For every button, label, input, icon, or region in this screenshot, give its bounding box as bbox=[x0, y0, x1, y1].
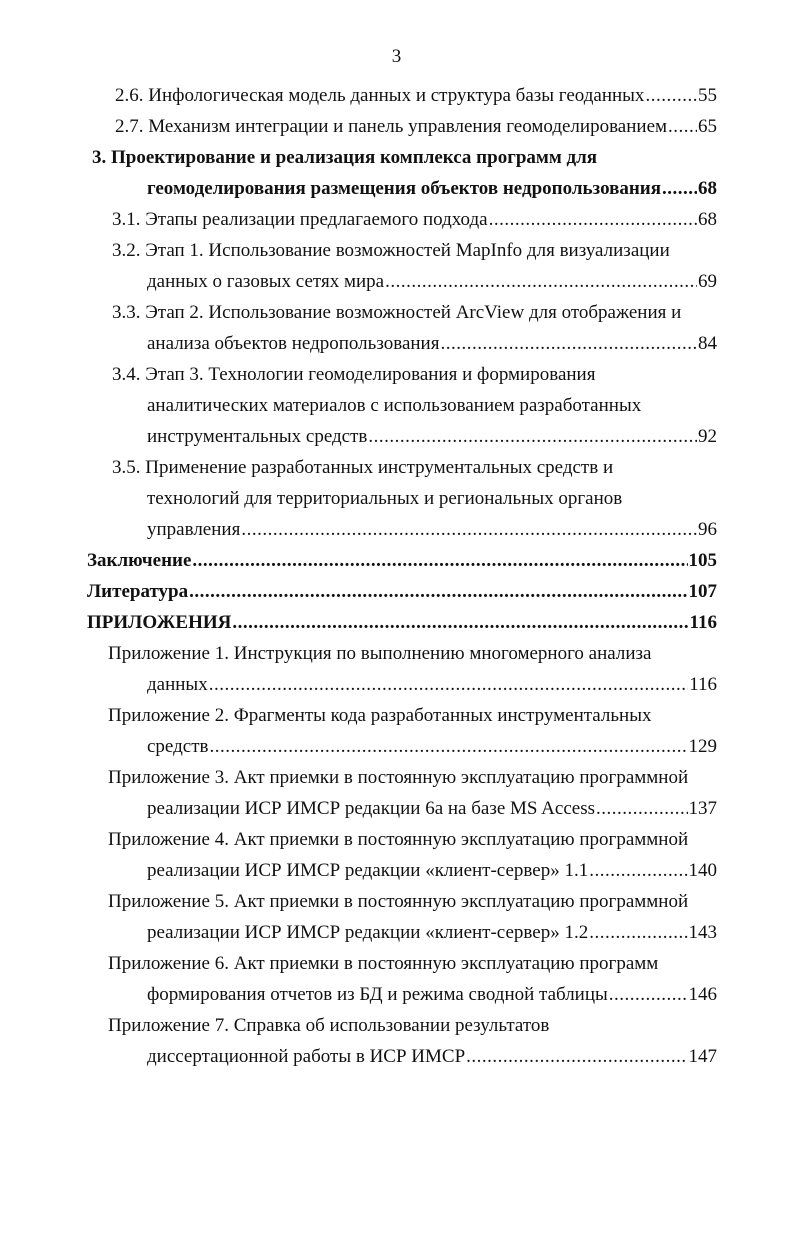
toc-page-number: 146 bbox=[688, 984, 717, 1005]
toc-entry-text: 3.1. Этапы реализации предлагаемого подхода bbox=[112, 209, 488, 230]
leader-dots bbox=[241, 514, 697, 545]
leader-dots bbox=[596, 793, 688, 824]
toc-3-4-line-2: аналитических материалов с использованием разработанных bbox=[147, 395, 642, 416]
toc-page-number: 68 bbox=[698, 178, 717, 199]
toc-entry-text: данных о газовых сетях мира bbox=[147, 271, 385, 292]
toc-entry-appendix-4[interactable] bbox=[0, 855, 793, 886]
leader-dots bbox=[609, 979, 688, 1010]
toc-appendix-7-line-1: Приложение 7. Справка об использовании результатов bbox=[108, 1015, 550, 1036]
toc-entry-text: Литература bbox=[87, 581, 189, 602]
leader-dots bbox=[589, 855, 687, 886]
toc-entry-appendix-6[interactable] bbox=[0, 979, 793, 1010]
toc-entry-text: данных bbox=[147, 674, 208, 695]
toc-entry-text: 2.6. Инфологическая модель данных и структура базы геоданных bbox=[115, 85, 645, 106]
toc-entry-text: ПРИЛОЖЕНИЯ bbox=[87, 612, 232, 633]
toc-3-3-line-1: 3.3. Этап 2. Использование возможностей ArcView для отображения и bbox=[112, 302, 682, 323]
toc-page-number: 143 bbox=[688, 922, 717, 943]
toc-3-2-line-1: 3.2. Этап 1. Использование возможностей MapInfo для визуализации bbox=[112, 240, 670, 261]
toc-entry-conclusion[interactable] bbox=[0, 545, 793, 576]
toc-entry-text: реализации ИСР ИМСР редакции «клиент-сервер» 1.2 bbox=[147, 922, 589, 943]
toc-page-number: 137 bbox=[688, 798, 717, 819]
leader-dots bbox=[466, 1041, 687, 1072]
toc-entry-text: диссертационной работы в ИСР ИМСР bbox=[147, 1046, 466, 1067]
toc-page-number: 129 bbox=[688, 736, 717, 757]
toc-entry-2-7[interactable] bbox=[0, 111, 793, 142]
toc-appendix-5-line-1: Приложение 5. Акт приемки в постоянную эксплуатацию программной bbox=[108, 891, 689, 912]
toc-entry-2-6[interactable] bbox=[0, 80, 793, 111]
toc-entry-text: инструментальных средств bbox=[147, 426, 368, 447]
toc-3-4-line-1: 3.4. Этап 3. Технологии геомоделирования и формирования bbox=[112, 364, 596, 385]
toc-entry-text: Заключение bbox=[87, 550, 192, 571]
toc-page-number: 69 bbox=[698, 271, 717, 292]
toc-entry-appendix-3[interactable] bbox=[0, 793, 793, 824]
toc-entry-text: реализации ИСР ИМСР редакции «клиент-сервер» 1.1 bbox=[147, 860, 589, 881]
toc-entry-appendix-1[interactable] bbox=[0, 669, 793, 700]
toc-appendix-1-line-1: Приложение 1. Инструкция по выполнению многомерного анализа bbox=[108, 643, 652, 664]
toc-entry-appendix-5[interactable] bbox=[0, 917, 793, 948]
toc-entry-literature[interactable] bbox=[0, 576, 793, 607]
toc-appendix-6-line-1: Приложение 6. Акт приемки в постоянную эксплуатацию программ bbox=[108, 953, 659, 974]
leader-dots bbox=[189, 576, 687, 607]
toc-3-5-line-1: 3.5. Применение разработанных инструментальных средств и bbox=[112, 457, 614, 478]
leader-dots bbox=[440, 328, 697, 359]
toc-page-number: 55 bbox=[698, 85, 717, 106]
leader-dots bbox=[192, 545, 687, 576]
toc-page-number: 116 bbox=[689, 612, 717, 633]
toc-page-number: 92 bbox=[698, 426, 717, 447]
toc-appendix-3-line-1: Приложение 3. Акт приемки в постоянную эксплуатацию программной bbox=[108, 767, 689, 788]
toc-entry-3-2[interactable] bbox=[0, 266, 793, 297]
leader-dots bbox=[668, 111, 697, 142]
toc-entry-appendix-2[interactable] bbox=[0, 731, 793, 762]
toc-appendix-2-line-1: Приложение 2. Фрагменты кода разработанных инструментальных bbox=[108, 705, 652, 726]
leader-dots bbox=[232, 607, 688, 638]
toc-entry-text: средств bbox=[147, 736, 209, 757]
toc-entry-text: управления bbox=[147, 519, 241, 540]
toc-3-5-line-2: технологий для территориальных и региональных органов bbox=[147, 488, 623, 509]
leader-dots bbox=[645, 80, 697, 111]
toc-appendix-4-line-1: Приложение 4. Акт приемки в постоянную эксплуатацию программной bbox=[108, 829, 689, 850]
toc-page-number: 84 bbox=[698, 333, 717, 354]
toc-page-number: 105 bbox=[688, 550, 717, 571]
page-number: 3 bbox=[391, 46, 402, 67]
table-of-contents bbox=[0, 80, 793, 1072]
leader-dots bbox=[210, 731, 688, 762]
toc-entry-chapter-3[interactable] bbox=[0, 173, 793, 204]
toc-page-number: 107 bbox=[688, 581, 717, 602]
toc-entry-3-4[interactable] bbox=[0, 421, 793, 452]
toc-entry-3-3[interactable] bbox=[0, 328, 793, 359]
leader-dots bbox=[489, 204, 697, 235]
toc-page-number: 65 bbox=[698, 116, 717, 137]
leader-dots bbox=[385, 266, 697, 297]
toc-entry-text: формирования отчетов из БД и режима сводной таблицы bbox=[147, 984, 608, 1005]
toc-page-number: 116 bbox=[689, 674, 717, 695]
toc-entry-3-1[interactable] bbox=[0, 204, 793, 235]
toc-entry-appendices[interactable] bbox=[0, 607, 793, 638]
toc-page-number: 147 bbox=[688, 1046, 717, 1067]
leader-dots bbox=[662, 173, 697, 204]
leader-dots bbox=[209, 669, 689, 700]
toc-entry-text: 2.7. Механизм интеграции и панель управления геомоделированием bbox=[115, 116, 668, 137]
toc-entry-text: анализа объектов недропользования bbox=[147, 333, 440, 354]
toc-chapter-3-line-1: 3. Проектирование и реализация комплекса программ для bbox=[92, 147, 598, 168]
toc-entry-text: геомоделирования размещения объектов недропользования bbox=[147, 178, 662, 199]
toc-page-number: 68 bbox=[698, 209, 717, 230]
toc-entry-3-5[interactable] bbox=[0, 514, 793, 545]
leader-dots bbox=[589, 917, 687, 948]
toc-page-number: 96 bbox=[698, 519, 717, 540]
toc-entry-text: реализации ИСР ИМСР редакции 6а на базе MS Access bbox=[147, 798, 595, 819]
leader-dots bbox=[368, 421, 697, 452]
toc-entry-appendix-7[interactable] bbox=[0, 1041, 793, 1072]
toc-page-number: 140 bbox=[688, 860, 717, 881]
